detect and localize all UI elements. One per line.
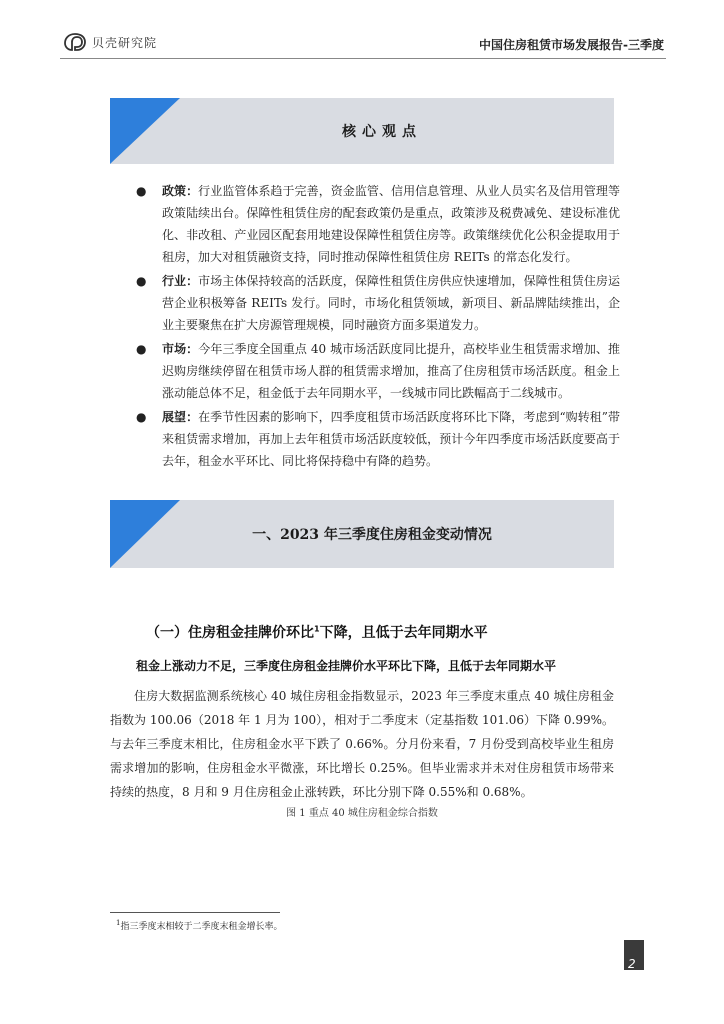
point-text: 市场主体保持较高的活跃度，保障性租赁住房供应快速增加，保障性租赁住房运营企业积极筹备 REITs 发行。同时，市场化租赁领域，新项目、新品牌陆续推出，企业主要聚焦在扩大房源管理规模，同时融资方面多渠道发力。 (162, 274, 620, 332)
bullet-icon: ● (136, 274, 147, 288)
shell-logo-icon (64, 33, 86, 51)
bullet-icon: ● (136, 410, 147, 424)
bullet-icon: ● (136, 342, 147, 356)
figure-caption: 图 1 重点 40 城住房租金综合指数 (286, 808, 438, 819)
logo (64, 33, 157, 51)
list-item (130, 180, 620, 268)
list-item (130, 270, 620, 336)
subsection-title-rest: 下降，且低于去年同期水平 (319, 625, 488, 641)
point-text: 行业监管体系趋于完善，资金监管、信用信息管理、从业人员实名及信用管理等政策陆续出台。保障性租赁住房的配套政策仍是重点，政策涉及税费减免、建设标准优化、非改租、产业园区配套用地建设保障性租赁住房等。政策继续优化公积金提取用于租房，加大对租赁融资支持，同时推动保障性租赁住房 REITs 的常态化发行。 (162, 184, 620, 264)
bullet-icon: ● (136, 184, 147, 198)
footnote-divider (110, 912, 280, 913)
footnote (116, 919, 282, 932)
section-banner (110, 500, 614, 568)
core-views-title: 核心观点 (342, 124, 422, 140)
core-views-banner (110, 98, 614, 164)
subsection-heading (146, 622, 488, 642)
section-title: 一、2023 年三季度住房租金变动情况 (252, 527, 492, 543)
subsection-title: （一）住房租金挂牌价环比 (146, 625, 314, 641)
point-label: 行业： (162, 274, 199, 288)
point-label: 市场： (162, 342, 199, 356)
report-title: 中国住房租赁市场发展报告-三季度 (479, 38, 664, 52)
point-label: 展望： (162, 410, 199, 424)
core-views-list (130, 180, 620, 474)
point-text: 今年三季度全国重点 40 城市场活跃度同比提升，高校毕业生租赁需求增加、推迟购房继续停留在租赁市场人群的租赁需求增加，推高了住房租赁市场活跃度。租金上涨动能总体不足，租金低于去年同期水平，一线城市同比跌幅高于二线城市。 (162, 342, 620, 400)
page-number: 2 (628, 957, 636, 971)
footnote-text: 指三季度末相较于二季度末租金增长率。 (120, 922, 283, 932)
point-text: 在季节性因素的影响下，四季度租赁市场活跃度将环比下降，考虑到“购转租”带来租赁需求增加，再加上去年租赁市场活跃度较低，预计今年四季度市场活跃度要高于去年，租金水平环比、同比将保持稳中有降的趋势。 (162, 410, 620, 468)
footnote-ref[interactable]: 1 (314, 624, 320, 634)
bold-lead: 租金上涨动力不足，三季度住房租金挂牌价水平环比下降，且低于去年同期水平 (136, 659, 557, 673)
point-label: 政策： (162, 184, 199, 198)
list-item (130, 406, 620, 472)
logo-text: 贝壳研究院 (92, 35, 158, 50)
list-item (130, 338, 620, 404)
page-header (0, 0, 724, 62)
header-divider (60, 58, 666, 59)
footnote-mark: 1 (116, 919, 121, 927)
body-paragraph: 住房大数据监测系统核心 40 城住房租金指数显示，2023 年三季度末重点 40 城住房租金指数为 100.06（2018 年 1 月为 100），相对于二季度末（定基指数 101.06）下降 0.99%。与去年三季度末相比，住房租金水平下跌了 0.66%。分月份来看，7 月份受到高校毕业生租房需求增加的影响，住房租金水平微涨，环比增长 0.25%。但毕业需求并未对住房租赁市场带来持续的热度，8 月和 9 月住房租金止涨转跌，环比分别下降 0.55%和 0.68%。 (110, 689, 614, 799)
